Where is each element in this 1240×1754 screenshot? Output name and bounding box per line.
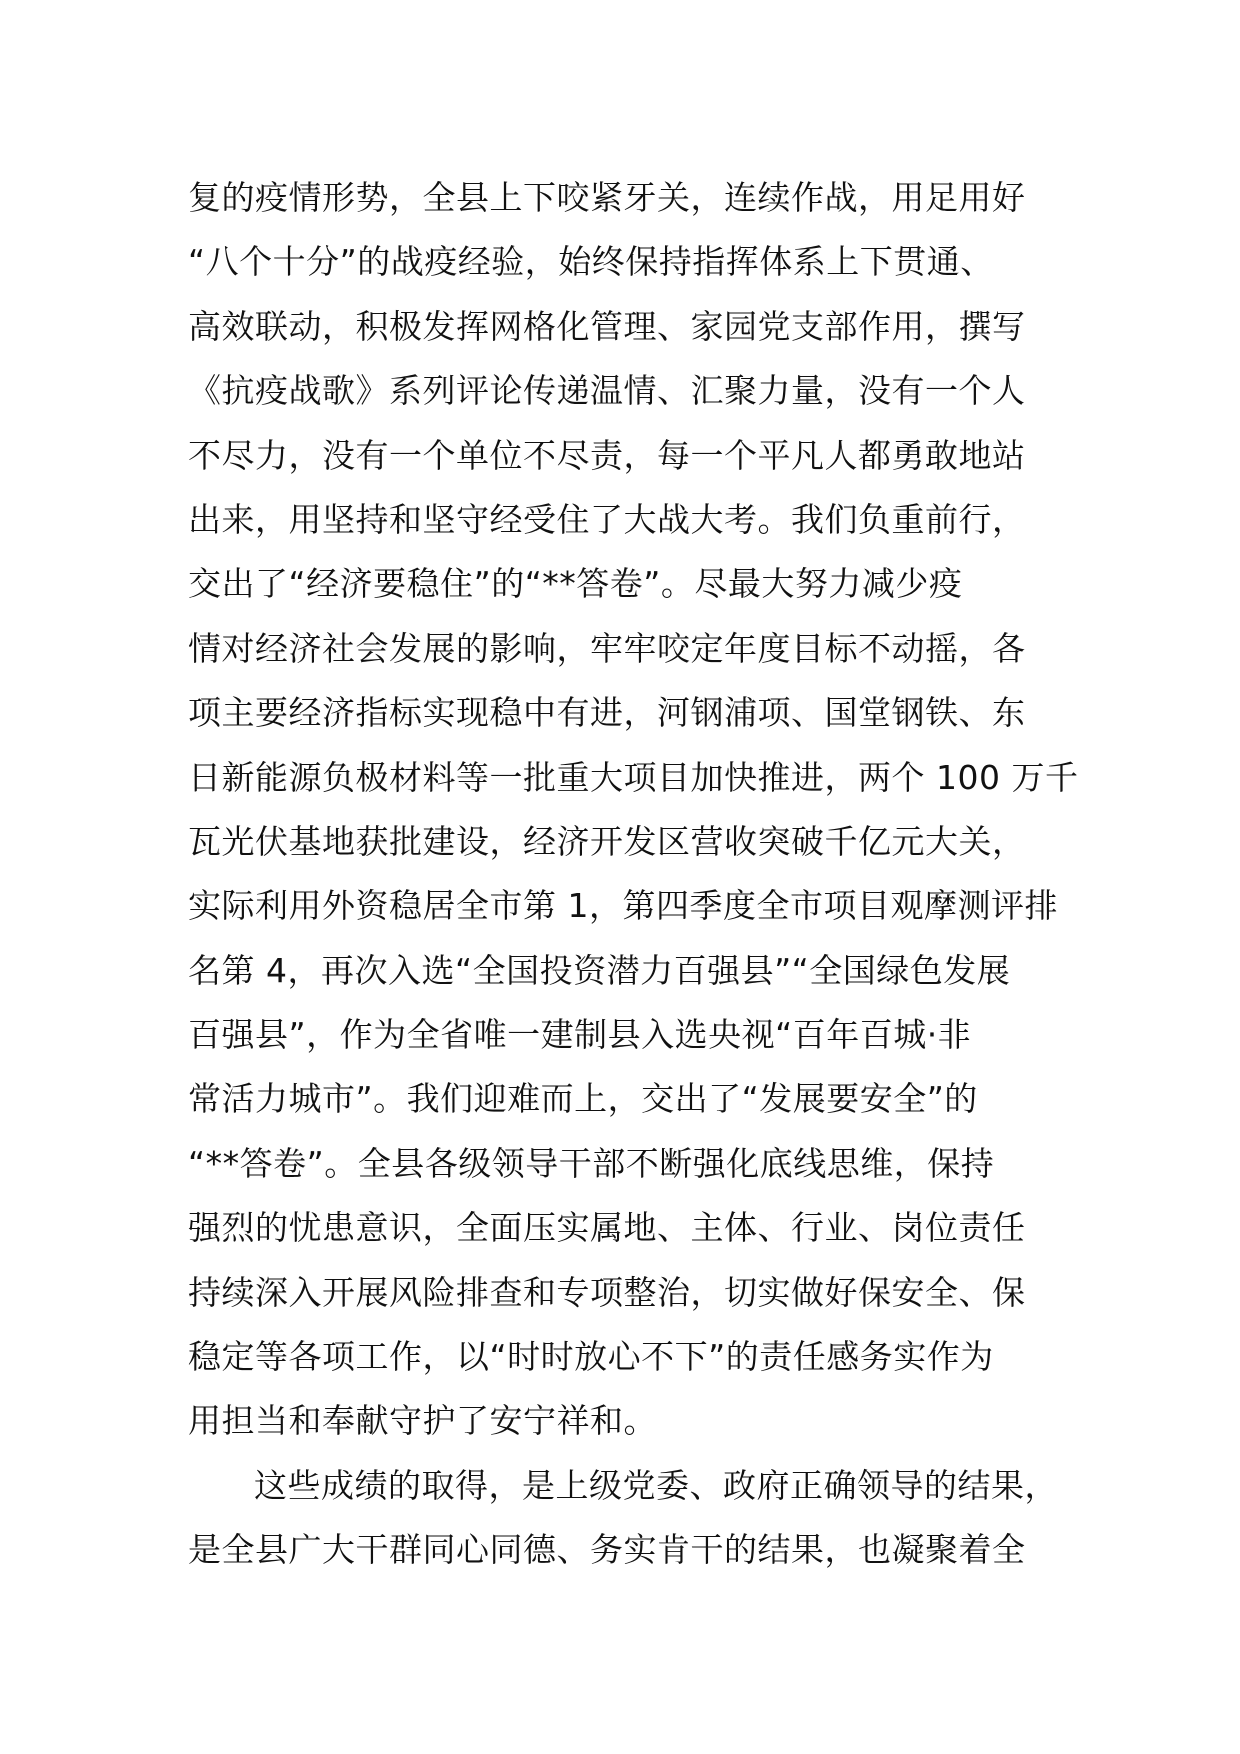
paragraph-start-line: 这些成绩的取得，是上级党委、政府正确领导的结果， — [254, 1465, 1058, 1505]
text-line: 项主要经济指标实现稳中有进，河钢浦项、国堂钢铁、东 — [188, 693, 1026, 733]
text-line: 《抗疫战歌》系列评论传递温情、汇聚力量，没有一个人 — [188, 371, 1026, 411]
body-text — [188, 166, 1079, 1583]
text-line: “**答卷”。全县各级领导干部不断强化底线思维，保持 — [188, 1143, 995, 1183]
text-line: 百强县”，作为全省唯一建制县入选央视“百年百城·非 — [188, 1015, 972, 1055]
text-line: 复的疫情形势，全县上下咬紧牙关，连续作战，用足用好 — [188, 178, 1026, 217]
text-line: 情对经济社会发展的影响，牢牢咬定年度目标不动摇，各 — [188, 628, 1026, 668]
text-line: 名第 4，再次入选“全国投资潜力百强县”“全国绿色发展 — [188, 950, 1011, 990]
text-line: 出来，用坚持和坚守经受住了大战大考。我们负重前行， — [188, 499, 1026, 539]
text-line: 高效联动，积极发挥网格化管理、家园党支部作用，撰写 — [188, 306, 1026, 346]
text-line: 用担当和奉献守护了安宁祥和。 — [188, 1401, 657, 1441]
text-line: 稳定等各项工作，以“时时放心不下”的责任感务实作为 — [188, 1337, 994, 1377]
text-line: 是全县广大干群同心同德、务实肯干的结果，也凝聚着全 — [188, 1530, 1026, 1570]
text-line: 强烈的忧患意识，全面压实属地、主体、行业、岗位责任 — [188, 1208, 1026, 1248]
text-line: “八个十分”的战疫经验，始终保持指挥体系上下贯通、 — [188, 242, 994, 282]
text-line: 瓦光伏基地获批建设，经济开发区营收突破千亿元大关， — [188, 821, 1026, 861]
text-line: 实际利用外资稳居全市第 1，第四季度全市项目观摩测评排 — [188, 886, 1058, 926]
text-line: 持续深入开展风险排查和专项整治，切实做好保安全、保 — [188, 1272, 1026, 1312]
text-line: 常活力城市”。我们迎难而上，交出了“发展要安全”的 — [188, 1079, 978, 1119]
text-line: 日新能源负极材料等一批重大项目加快推进，两个 100 万千 — [188, 757, 1079, 797]
text-line: 不尽力，没有一个单位不尽责，每一个平凡人都勇敢地站 — [188, 435, 1026, 475]
text-line: 交出了“经济要稳住”的“**答卷”。尽最大努力减少疫 — [188, 564, 963, 604]
